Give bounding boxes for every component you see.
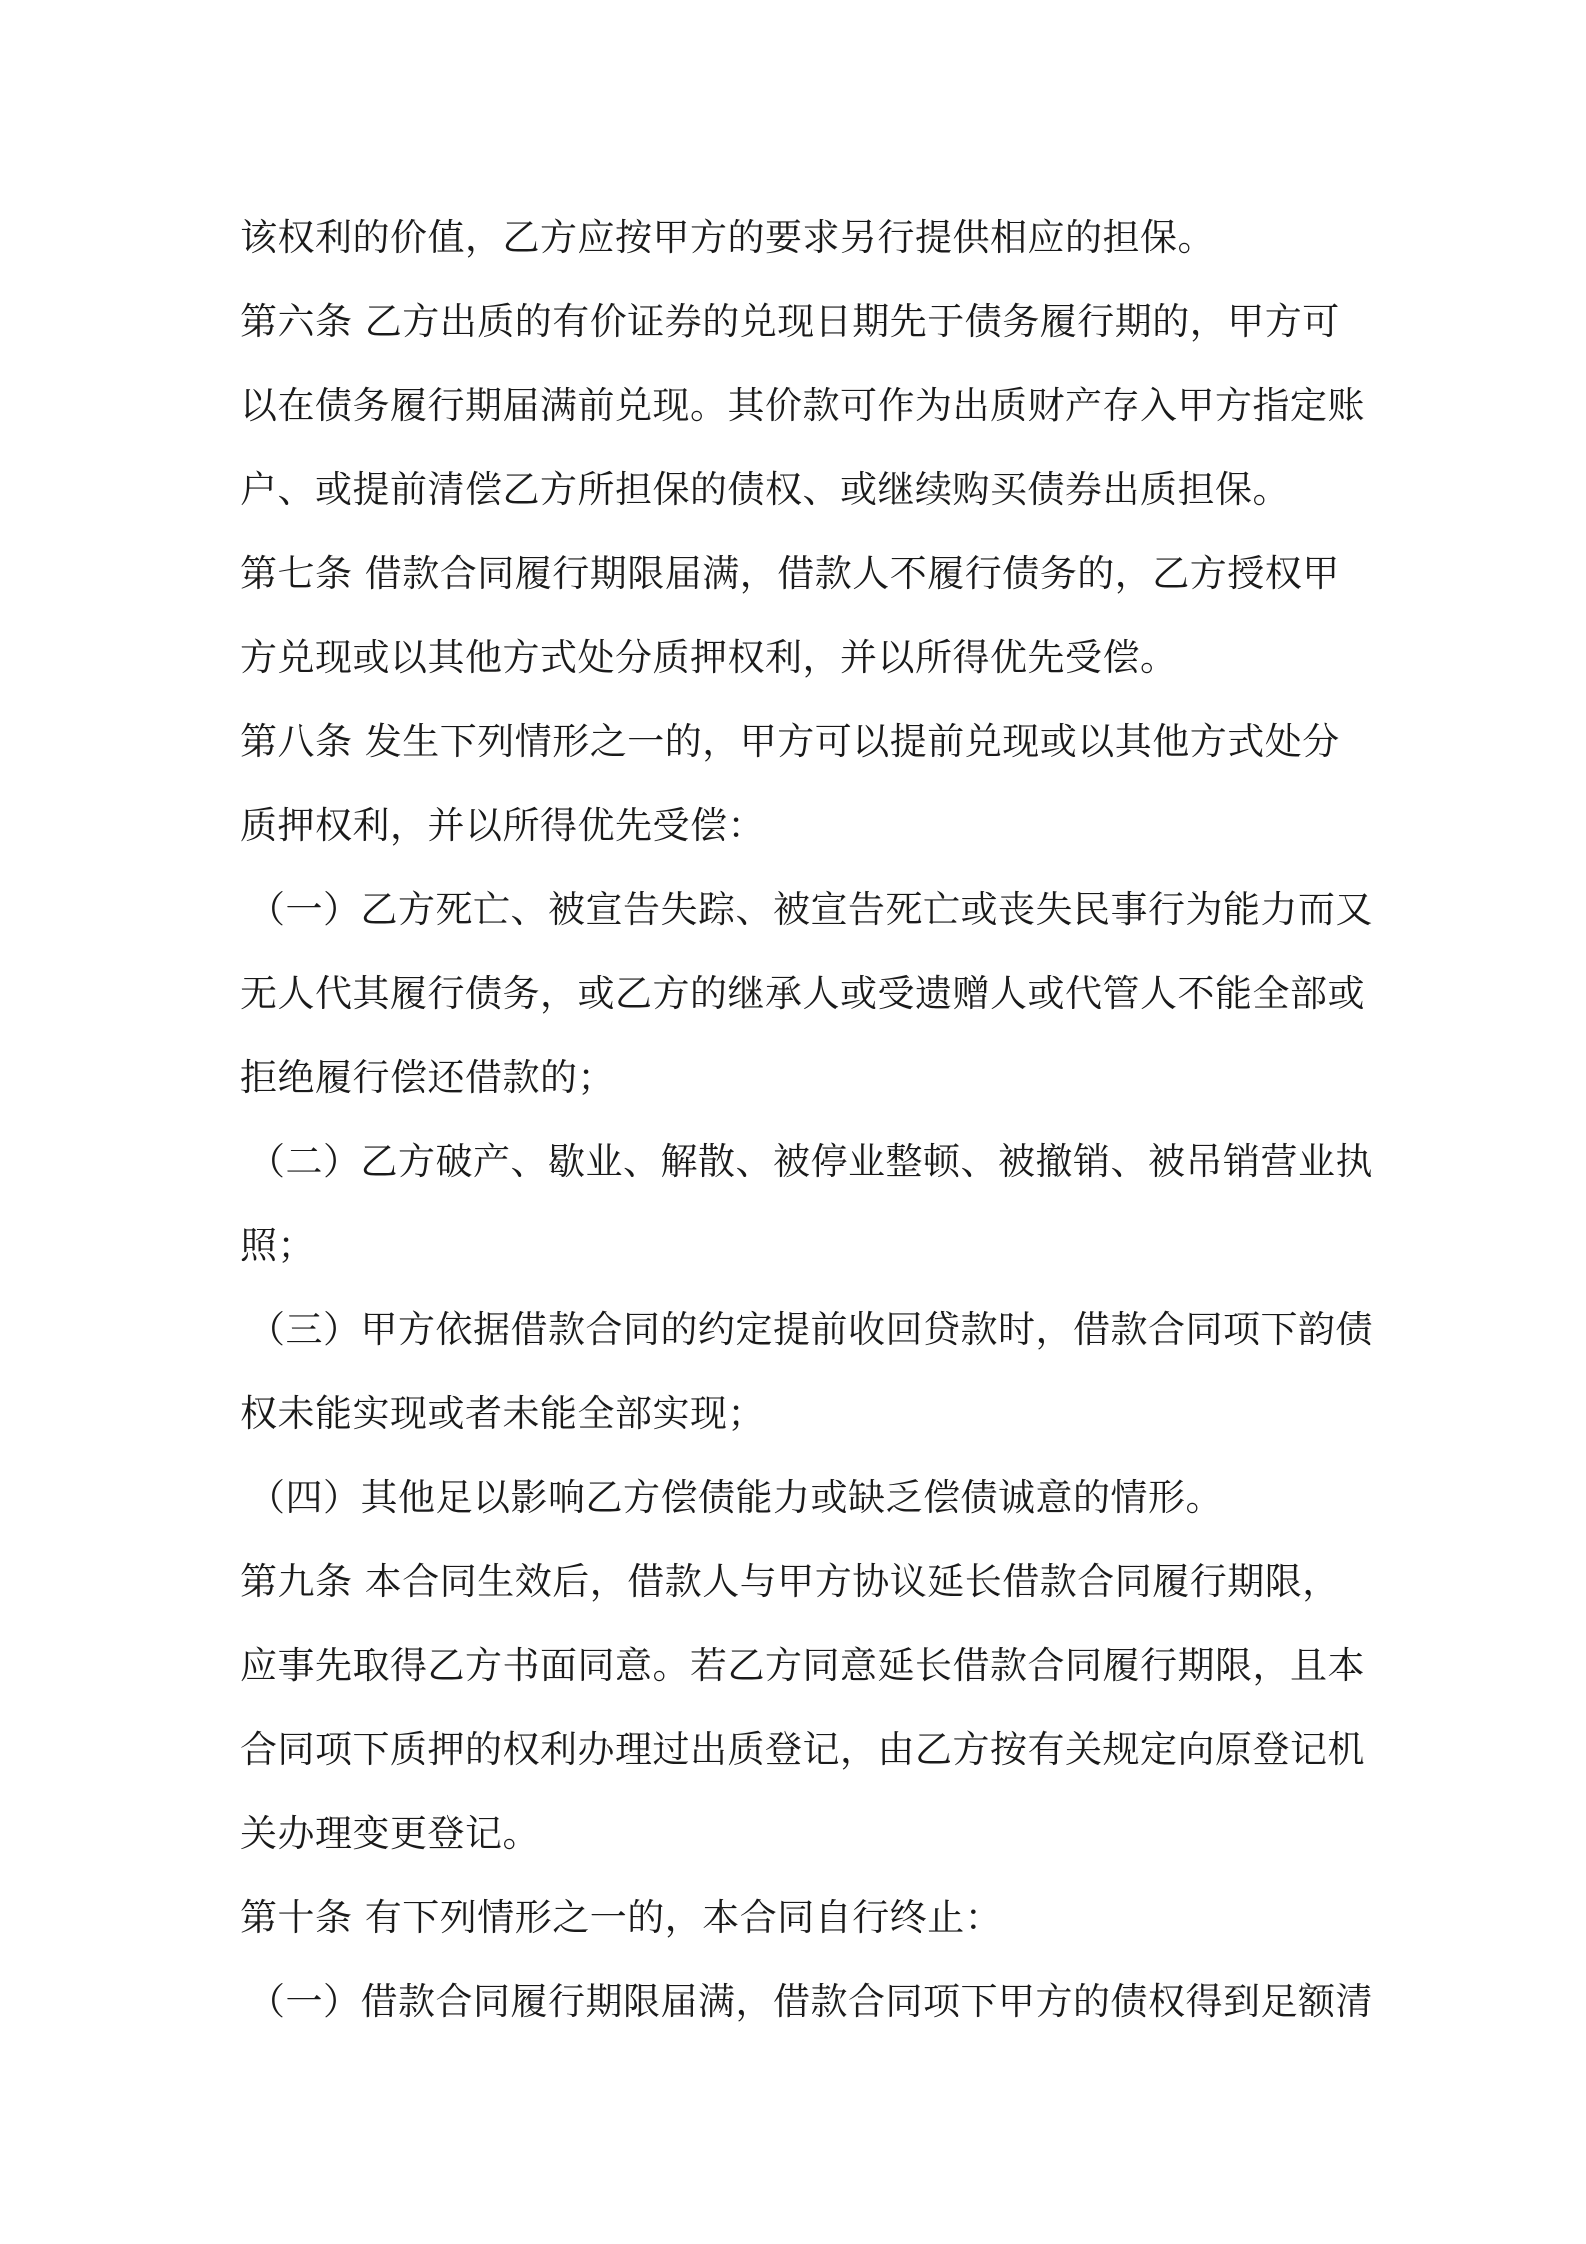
text-line: 以在债务履行期届满前兑现。其价款可作为出质财产存入甲方指定账 (240, 384, 1365, 427)
document-body (240, 196, 1373, 2044)
text-line: 户、或提前清偿乙方所担保的债权、或继续购买债券出质担保。 (240, 468, 1290, 511)
text-line: 方兑现或以其他方式处分质押权利，并以所得优先受偿。 (240, 636, 1178, 679)
text-line: 关办理变更登记。 (240, 1812, 540, 1855)
text-line: 第十条 有下列情形之一的，本合同自行终止： (240, 1896, 1003, 1939)
text-line: 合同项下质押的权利办理过出质登记，由乙方按有关规定向原登记机 (240, 1728, 1365, 1771)
text-line: 拒绝履行偿还借款的； (240, 1056, 615, 1099)
text-line: 第七条 借款合同履行期限届满，借款人不履行债务的，乙方授权甲 (240, 552, 1340, 595)
text-line: 第六条 乙方出质的有价证券的兑现日期先于债务履行期的，甲方可 (240, 300, 1340, 343)
text-line: 应事先取得乙方书面同意。若乙方同意延长借款合同履行期限，且本 (240, 1644, 1365, 1687)
text-line: 第八条 发生下列情形之一的，甲方可以提前兑现或以其他方式处分 (240, 720, 1340, 763)
text-line: 质押权利，并以所得优先受偿： (240, 804, 765, 847)
text-line: 权未能实现或者未能全部实现； (240, 1392, 765, 1435)
text-line: 第九条 本合同生效后，借款人与甲方协议延长借款合同履行期限， (240, 1560, 1340, 1603)
text-line: 该权利的价值，乙方应按甲方的要求另行提供相应的担保。 (240, 216, 1215, 259)
text-line: （三）甲方依据借款合同的约定提前收回贷款时，借款合同项下韵债 (248, 1308, 1373, 1351)
text-line: 照； (240, 1224, 315, 1267)
text-line: （二）乙方破产、歇业、解散、被停业整顿、被撤销、被吊销营业执 (248, 1140, 1373, 1183)
text-line: （一）借款合同履行期限届满，借款合同项下甲方的债权得到足额清 (248, 1980, 1373, 2023)
text-line: 无人代其履行债务，或乙方的继承人或受遗赠人或代管人不能全部或 (240, 972, 1365, 1015)
text-line: （一）乙方死亡、被宣告失踪、被宣告死亡或丧失民事行为能力而又 (248, 888, 1373, 931)
text-line: （四）其他足以影响乙方偿债能力或缺乏偿债诚意的情形。 (248, 1476, 1223, 1519)
